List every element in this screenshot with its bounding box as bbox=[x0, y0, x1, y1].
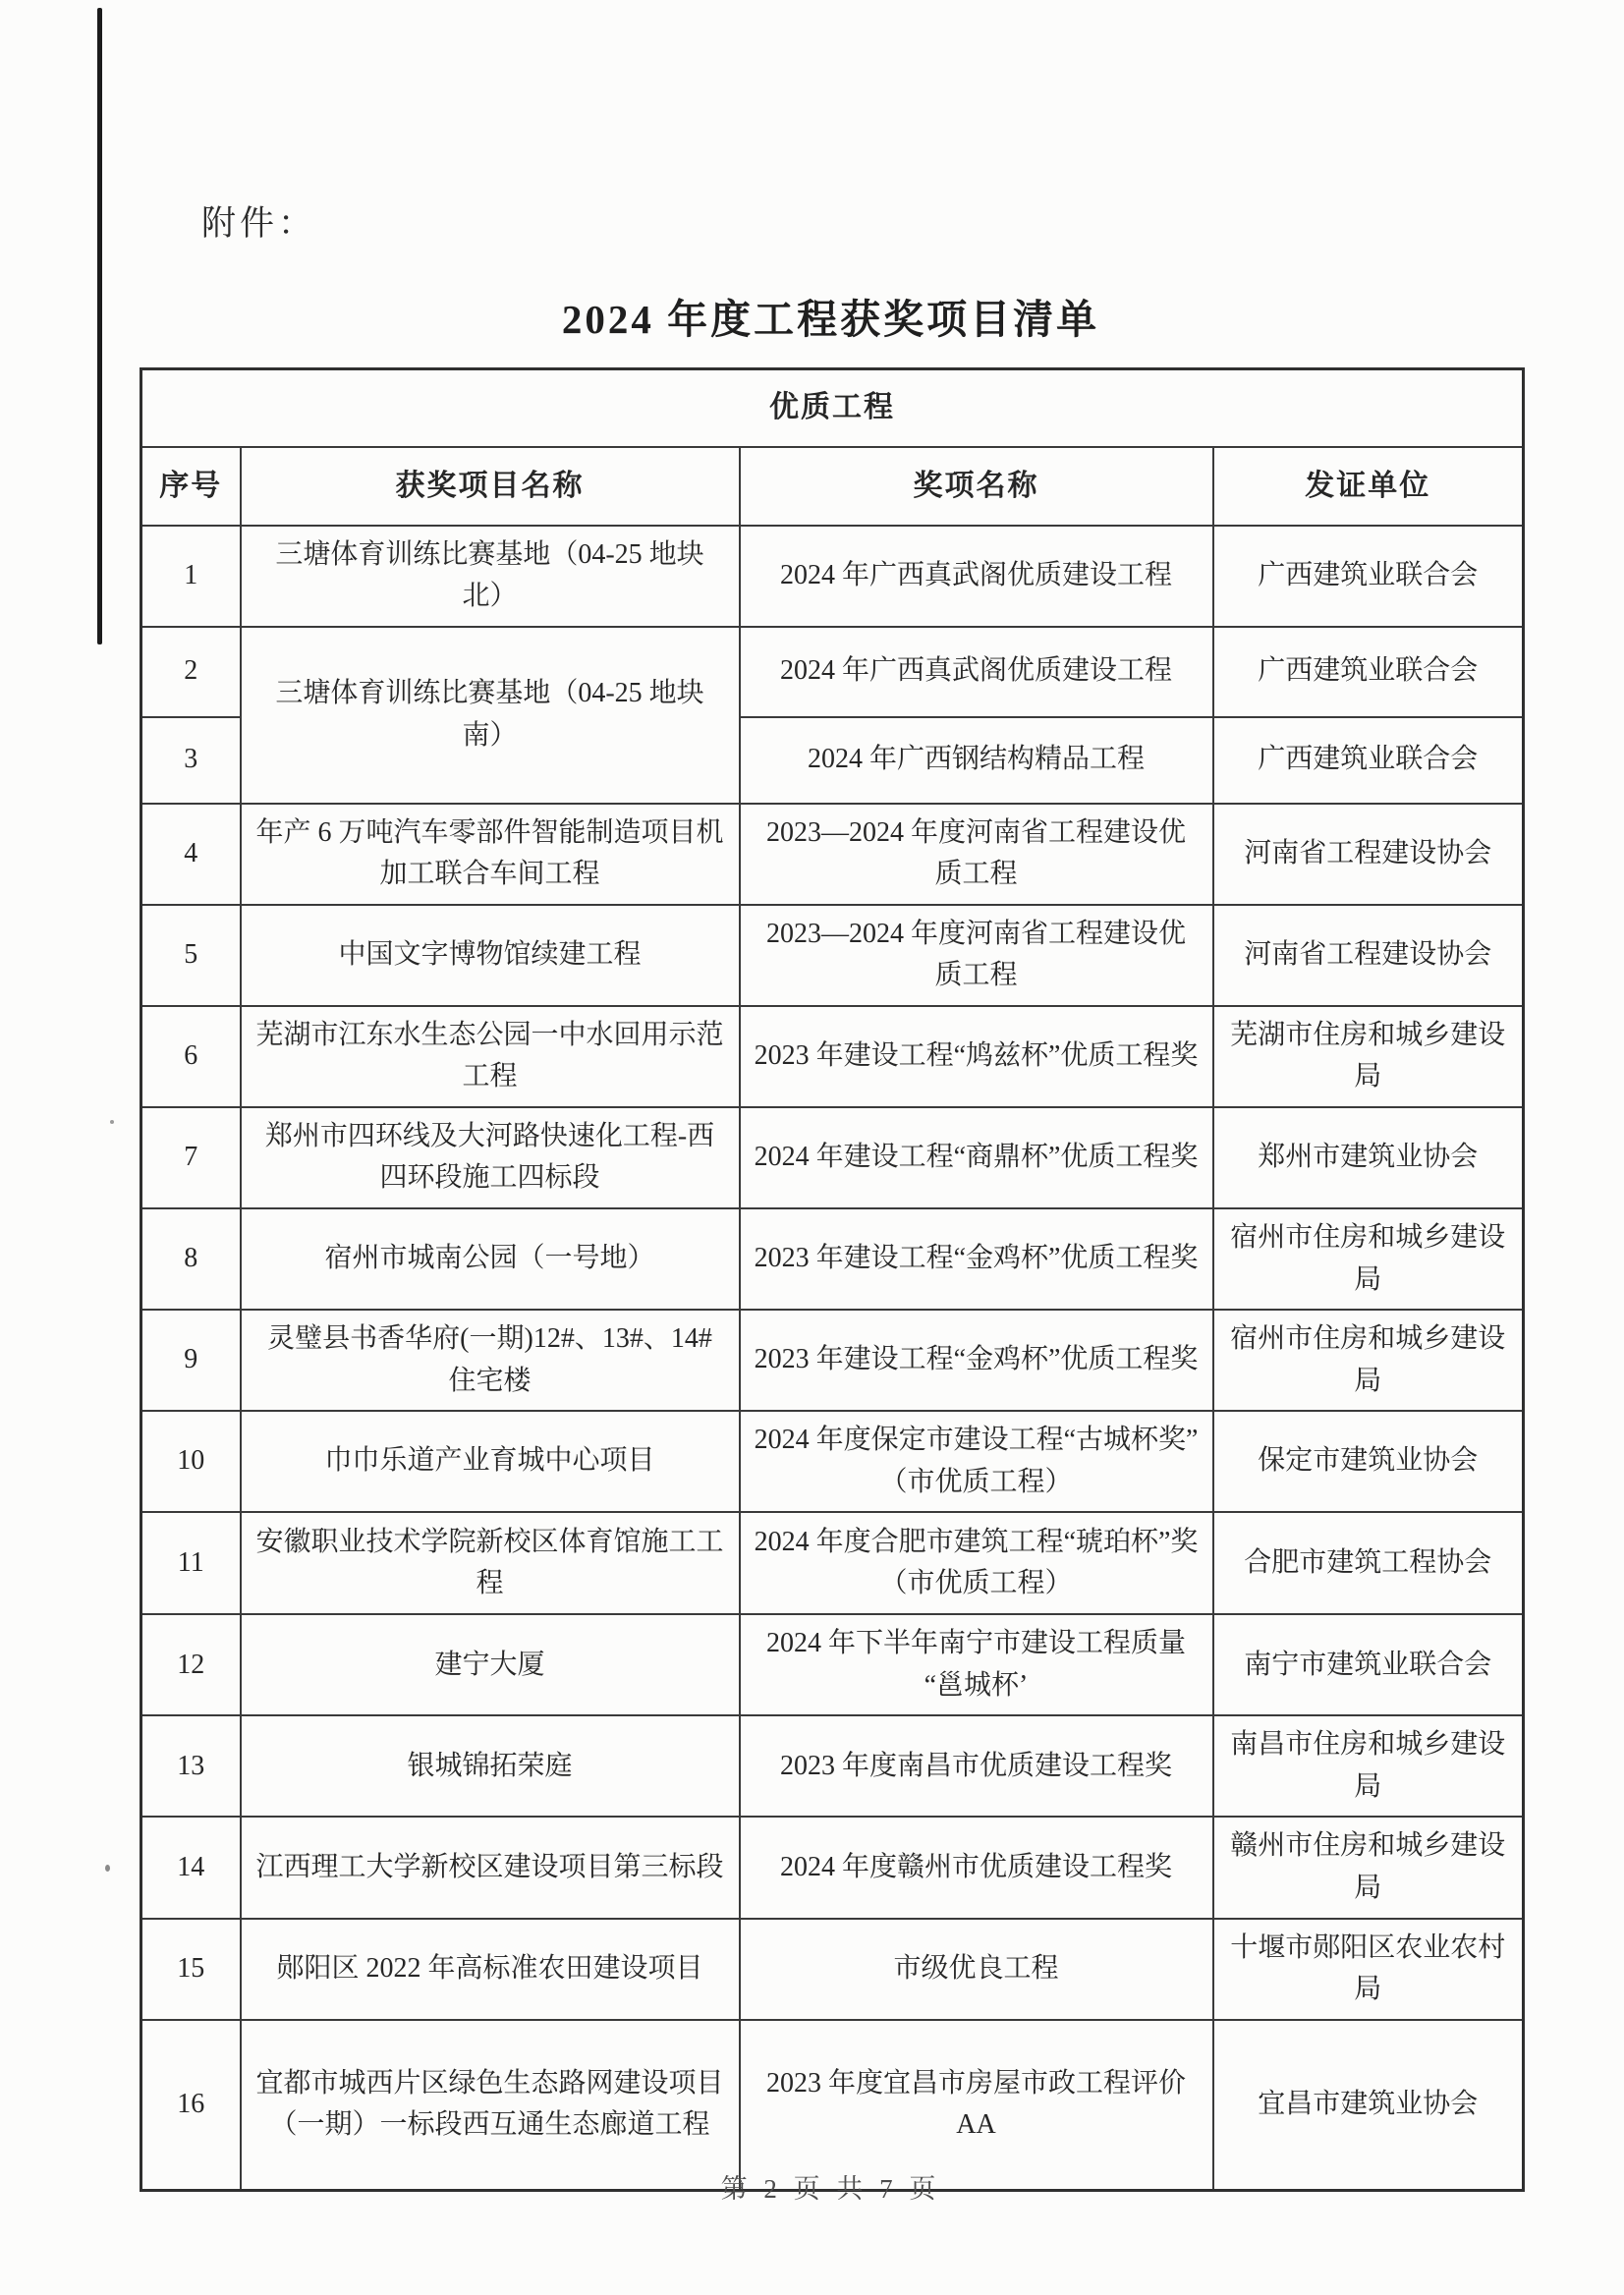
table-row bbox=[141, 1715, 1524, 1817]
issuer-cell: 赣州市住房和城乡建设局 bbox=[1213, 1817, 1524, 1918]
table-row bbox=[141, 1919, 1524, 2020]
column-header-row bbox=[141, 447, 1524, 526]
award-name-cell: 市级优良工程 bbox=[740, 1919, 1213, 2020]
award-name-cell: 2023 年度宜昌市房屋市政工程评价 AA bbox=[740, 2020, 1213, 2191]
row-number-cell: 8 bbox=[141, 1208, 241, 1310]
project-name-cell: 三塘体育训练比赛基地（04-25 地块南） bbox=[241, 627, 740, 804]
issuer-cell: 广西建筑业联合会 bbox=[1213, 526, 1524, 627]
table-row bbox=[141, 1208, 1524, 1310]
scan-speck bbox=[105, 1865, 110, 1872]
table-row bbox=[141, 1107, 1524, 1208]
row-number-cell: 5 bbox=[141, 905, 241, 1006]
row-number-cell: 3 bbox=[141, 717, 241, 804]
column-header-award: 奖项名称 bbox=[740, 447, 1213, 526]
issuer-cell: 河南省工程建设协会 bbox=[1213, 804, 1524, 905]
issuer-cell: 保定市建筑业协会 bbox=[1213, 1411, 1524, 1512]
table-row bbox=[141, 627, 1524, 717]
issuer-cell: 十堰市郧阳区农业农村局 bbox=[1213, 1919, 1524, 2020]
row-number-cell: 2 bbox=[141, 627, 241, 717]
row-number-cell: 15 bbox=[141, 1919, 241, 2020]
row-number-cell: 13 bbox=[141, 1715, 241, 1817]
project-name-cell: 年产 6 万吨汽车零部件智能制造项目机加工联合车间工程 bbox=[241, 804, 740, 905]
table-row bbox=[141, 804, 1524, 905]
table-row bbox=[141, 1006, 1524, 1107]
table-row bbox=[141, 1512, 1524, 1614]
table-row bbox=[141, 1817, 1524, 1918]
row-number-cell: 7 bbox=[141, 1107, 241, 1208]
project-name-cell: 安徽职业技术学院新校区体育馆施工工程 bbox=[241, 1512, 740, 1614]
row-number-cell: 4 bbox=[141, 804, 241, 905]
table-row bbox=[141, 1310, 1524, 1411]
page-number-footer: 第 2 页 共 7 页 bbox=[720, 2174, 941, 2204]
issuer-cell: 河南省工程建设协会 bbox=[1213, 905, 1524, 1006]
project-name-cell: 宿州市城南公园（一号地） bbox=[241, 1208, 740, 1310]
issuer-cell: 宜昌市建筑业协会 bbox=[1213, 2020, 1524, 2191]
award-name-cell: 2023 年建设工程“鸠兹杯”优质工程奖 bbox=[740, 1006, 1213, 1107]
table-row bbox=[141, 1411, 1524, 1512]
award-name-cell: 2024 年广西真武阁优质建设工程 bbox=[740, 627, 1213, 717]
table-row bbox=[141, 905, 1524, 1006]
project-name-cell: 银城锦拓荣庭 bbox=[241, 1715, 740, 1817]
project-name-cell: 建宁大厦 bbox=[241, 1614, 740, 1715]
project-name-cell: 郑州市四环线及大河路快速化工程-西四环段施工四标段 bbox=[241, 1107, 740, 1208]
issuer-cell: 南昌市住房和城乡建设局 bbox=[1213, 1715, 1524, 1817]
row-number-cell: 11 bbox=[141, 1512, 241, 1614]
project-name-cell: 巾巾乐道产业育城中心项目 bbox=[241, 1411, 740, 1512]
row-number-cell: 10 bbox=[141, 1411, 241, 1512]
award-name-cell: 2024 年下半年南宁市建设工程质量“邕城杯’ bbox=[740, 1614, 1213, 1715]
award-name-cell: 2023 年度南昌市优质建设工程奖 bbox=[740, 1715, 1213, 1817]
column-header-issuer: 发证单位 bbox=[1213, 447, 1524, 526]
issuer-cell: 宿州市住房和城乡建设局 bbox=[1213, 1208, 1524, 1310]
award-name-cell: 2023 年建设工程“金鸡杯”优质工程奖 bbox=[740, 1310, 1213, 1411]
awards-table-body bbox=[141, 369, 1524, 2191]
table-row bbox=[141, 1614, 1524, 1715]
row-number-cell: 12 bbox=[141, 1614, 241, 1715]
project-name-cell: 芜湖市江东水生态公园一中水回用示范工程 bbox=[241, 1006, 740, 1107]
issuer-cell: 广西建筑业联合会 bbox=[1213, 717, 1524, 804]
project-name-cell: 宜都市城西片区绿色生态路网建设项目（一期）一标段西互通生态廊道工程 bbox=[241, 2020, 740, 2191]
project-name-cell: 灵璧县书香华府(一期)12#、13#、14#住宅楼 bbox=[241, 1310, 740, 1411]
project-name-cell: 三塘体育训练比赛基地（04-25 地块北） bbox=[241, 526, 740, 627]
issuer-cell: 郑州市建筑业协会 bbox=[1213, 1107, 1524, 1208]
issuer-cell: 广西建筑业联合会 bbox=[1213, 627, 1524, 717]
issuer-cell: 南宁市建筑业联合会 bbox=[1213, 1614, 1524, 1715]
award-name-cell: 2024 年广西钢结构精品工程 bbox=[740, 717, 1213, 804]
section-header-row bbox=[141, 369, 1524, 447]
scan-artifact-line bbox=[97, 8, 102, 644]
award-name-cell: 2024 年度保定市建设工程“古城杯奖”（市优质工程） bbox=[740, 1411, 1213, 1512]
project-name-cell: 中国文字博物馆续建工程 bbox=[241, 905, 740, 1006]
project-name-cell: 郧阳区 2022 年高标准农田建设项目 bbox=[241, 1919, 740, 2020]
project-name-cell: 江西理工大学新校区建设项目第三标段 bbox=[241, 1817, 740, 1918]
row-number-cell: 6 bbox=[141, 1006, 241, 1107]
column-header-project: 获奖项目名称 bbox=[241, 447, 740, 526]
award-name-cell: 2023—2024 年度河南省工程建设优质工程 bbox=[740, 905, 1213, 1006]
table-section-header: 优质工程 bbox=[141, 369, 1524, 447]
attachment-label: 附件： bbox=[201, 204, 317, 243]
row-number-cell: 14 bbox=[141, 1817, 241, 1918]
award-name-cell: 2023—2024 年度河南省工程建设优质工程 bbox=[740, 804, 1213, 905]
award-name-cell: 2024 年度合肥市建筑工程“琥珀杯”奖（市优质工程） bbox=[740, 1512, 1213, 1614]
issuer-cell: 芜湖市住房和城乡建设局 bbox=[1213, 1006, 1524, 1107]
row-number-cell: 16 bbox=[141, 2020, 241, 2191]
award-name-cell: 2024 年建设工程“商鼎杯”优质工程奖 bbox=[740, 1107, 1213, 1208]
issuer-cell: 宿州市住房和城乡建设局 bbox=[1213, 1310, 1524, 1411]
award-name-cell: 2024 年度赣州市优质建设工程奖 bbox=[740, 1817, 1213, 1918]
table-row bbox=[141, 2020, 1524, 2191]
column-header-no: 序号 bbox=[141, 447, 241, 526]
row-number-cell: 9 bbox=[141, 1310, 241, 1411]
scan-speck bbox=[110, 1120, 114, 1124]
award-name-cell: 2023 年建设工程“金鸡杯”优质工程奖 bbox=[740, 1208, 1213, 1310]
table-row bbox=[141, 526, 1524, 627]
row-number-cell: 1 bbox=[141, 526, 241, 627]
issuer-cell: 合肥市建筑工程协会 bbox=[1213, 1512, 1524, 1614]
awards-table bbox=[140, 367, 1525, 2192]
award-name-cell: 2024 年广西真武阁优质建设工程 bbox=[740, 526, 1213, 627]
page-title: 2024 年度工程获奖项目清单 bbox=[561, 297, 1100, 342]
